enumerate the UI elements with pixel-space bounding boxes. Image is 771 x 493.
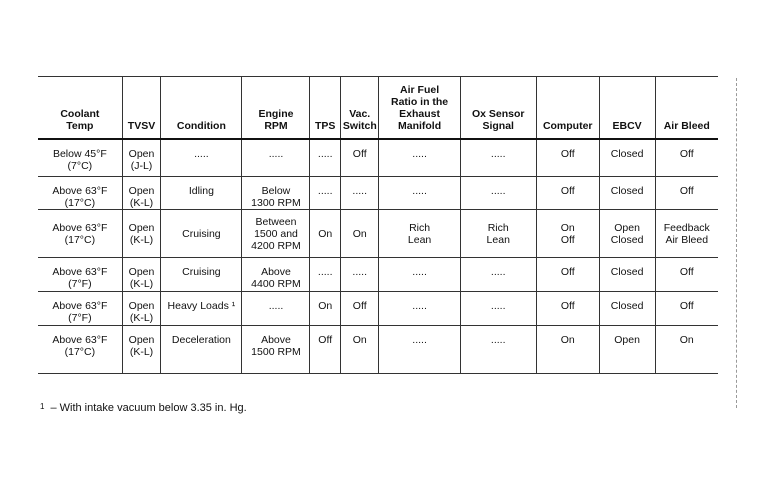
table-cell: Off: [655, 292, 718, 326]
table-cell: Open (K-L): [122, 177, 161, 210]
column-header: EBCV: [599, 77, 655, 139]
table-cell: Off: [536, 258, 599, 292]
table-cell: .....: [379, 139, 460, 177]
table-cell: .....: [379, 258, 460, 292]
table-cell: Off: [536, 177, 599, 210]
table-row: [38, 139, 718, 177]
table-cell: Open (K-L): [122, 326, 161, 374]
page-edge-marks: [734, 78, 737, 408]
table-cell: Below 1300 RPM: [242, 177, 310, 210]
column-header: TVSV: [122, 77, 161, 139]
table-cell: Off: [536, 139, 599, 177]
table-cell: .....: [161, 139, 242, 177]
table-body: [38, 139, 718, 374]
table-cell: .....: [310, 139, 340, 177]
table-cell: Off: [655, 139, 718, 177]
table-cell: Off: [655, 177, 718, 210]
table-cell: Deceleration: [161, 326, 242, 374]
table-cell: Off: [340, 139, 379, 177]
table-cell: Open: [599, 326, 655, 374]
table-header: [38, 77, 718, 139]
column-header: Engine RPM: [242, 77, 310, 139]
table-cell: .....: [310, 258, 340, 292]
column-header: TPS: [310, 77, 340, 139]
table-row: [38, 258, 718, 292]
table-cell: Cruising: [161, 258, 242, 292]
table-cell: Closed: [599, 292, 655, 326]
table-cell: On: [340, 210, 379, 258]
table-cell: Open Closed: [599, 210, 655, 258]
conditions-table: [38, 76, 718, 374]
table-cell: On: [655, 326, 718, 374]
table-cell: Feedback Air Bleed: [655, 210, 718, 258]
column-header: Coolant Temp: [38, 77, 122, 139]
table-cell: Closed: [599, 258, 655, 292]
table-cell: .....: [460, 258, 536, 292]
column-header: Ox Sensor Signal: [460, 77, 536, 139]
column-header: Air Bleed: [655, 77, 718, 139]
table-cell: Heavy Loads ¹: [161, 292, 242, 326]
table-cell: .....: [242, 139, 310, 177]
table-cell: Between 1500 and 4200 RPM: [242, 210, 310, 258]
table-cell: Rich Lean: [379, 210, 460, 258]
table-cell: On: [310, 292, 340, 326]
table-cell: On: [310, 210, 340, 258]
table-cell: .....: [379, 177, 460, 210]
table-cell: .....: [460, 292, 536, 326]
table-cell: Above 63°F (17°C): [38, 326, 122, 374]
table-cell: Rich Lean: [460, 210, 536, 258]
table-row: [38, 326, 718, 374]
table-cell: Open (J-L): [122, 139, 161, 177]
table-cell: .....: [242, 292, 310, 326]
table-cell: Off: [310, 326, 340, 374]
table-cell: On: [340, 326, 379, 374]
footnote-text: – With intake vacuum below 3.35 in. Hg.: [50, 402, 247, 414]
column-header: Air Fuel Ratio in the Exhaust Manifold: [379, 77, 460, 139]
table-cell: Off: [536, 292, 599, 326]
table-cell: Idling: [161, 177, 242, 210]
table-cell: Open (K-L): [122, 258, 161, 292]
table-cell: Below 45°F (7°C): [38, 139, 122, 177]
table-cell: Closed: [599, 177, 655, 210]
table-cell: Closed: [599, 139, 655, 177]
footnote: [40, 402, 247, 414]
table-cell: Above 63°F (17°C): [38, 177, 122, 210]
table-cell: Above 63°F (7°F): [38, 258, 122, 292]
table-cell: On: [536, 326, 599, 374]
table-cell: .....: [460, 177, 536, 210]
table-cell: Cruising: [161, 210, 242, 258]
table-cell: .....: [340, 258, 379, 292]
table-cell: On Off: [536, 210, 599, 258]
table-cell: Above 4400 RPM: [242, 258, 310, 292]
table-row: [38, 177, 718, 210]
footnote-marker: 1: [40, 402, 45, 411]
table-cell: .....: [460, 139, 536, 177]
header-row: [38, 77, 718, 139]
table-cell: .....: [460, 326, 536, 374]
table-cell: Open (K-L): [122, 210, 161, 258]
column-header: Vac. Switch: [340, 77, 379, 139]
table-row: [38, 210, 718, 258]
table-cell: Above 63°F (7°F): [38, 292, 122, 326]
column-header: Computer: [536, 77, 599, 139]
table-cell: .....: [340, 177, 379, 210]
table-cell: .....: [379, 326, 460, 374]
table-cell: Off: [655, 258, 718, 292]
table-cell: Above 1500 RPM: [242, 326, 310, 374]
table-cell: .....: [310, 177, 340, 210]
table-cell: .....: [379, 292, 460, 326]
table-cell: Above 63°F (17°C): [38, 210, 122, 258]
table-row: [38, 292, 718, 326]
column-header: Condition: [161, 77, 242, 139]
table-cell: Open (K-L): [122, 292, 161, 326]
table-cell: Off: [340, 292, 379, 326]
